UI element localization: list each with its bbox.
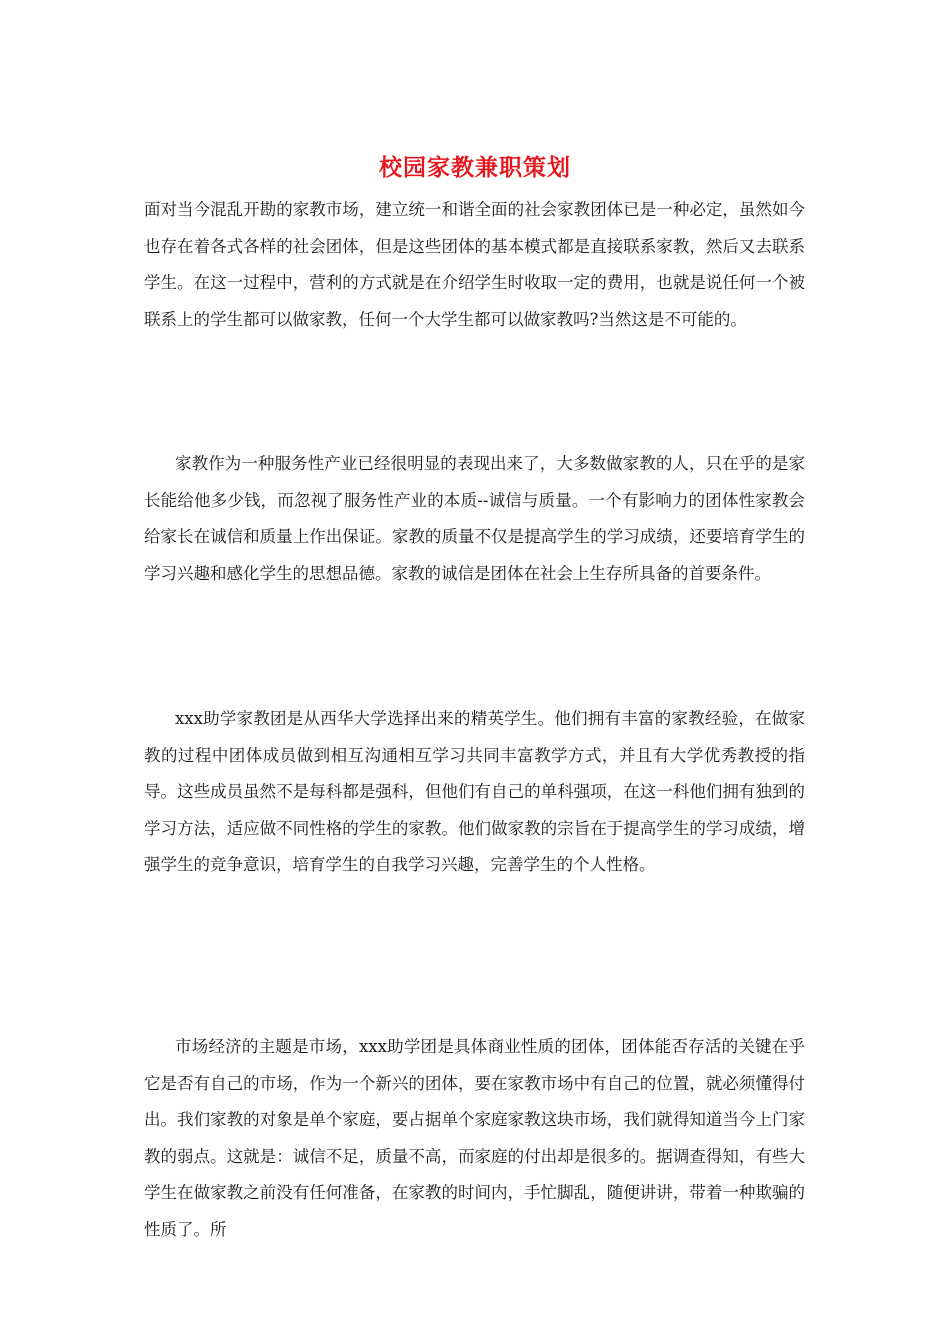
document-title: 校园家教兼职策划 bbox=[379, 154, 571, 181]
paragraph-service-quality: 家教作为一种服务性产业已经很明显的表现出来了，大多数做家教的人，只在乎的是家长能给他多少钱，而忽视了服务性产业的本质--诚信与质量。一个有影响力的团体性家教会给家长在诚信和质量上作出保证。家教的质量不仅是提高学生的学习成绩，还要培育学生的学习兴趣和感化学生的思想品德。家教的诚信是团体在社会上生存所具备的首要条件。 bbox=[144, 454, 805, 583]
paragraph-team-intro: xxx助学家教团是从西华大学选择出来的精英学生。他们拥有丰富的家教经验，在做家教的过程中团体成员做到相互沟通相互学习共同丰富教学方式，并且有大学优秀教授的指导。这些成员虽然不是每科都是强科，但他们有自己的单科强项，在这一科他们拥有独到的学习方法，适应做不同性格的学生的家教。他们做家教的宗旨在于提高学生的学习成绩，增强学生的竞争意识，培育学生的自我学习兴趣，完善学生的个人性格。 bbox=[144, 709, 805, 874]
paragraph-market: 市场经济的主题是市场，xxx助学团是具体商业性质的团体，团体能否存活的关键在乎它是否有自己的市场，作为一个新兴的团体，要在家教市场中有自己的位置，就必须懂得付出。我们家教的对象是单个家庭，要占据单个家庭家教这块市场，我们就得知道当今上门家教的弱点。这就是：诚信不足，质量不高，而家庭的付出却是很多的。据调查得知，有些大学生在做家教之前没有任何准备，在家教的时间内，手忙脚乱，随便讲讲，带着一种欺骗的性质了。所 bbox=[144, 1037, 805, 1239]
paragraph-intro: 面对当今混乱开勘的家教市场，建立统一和谐全面的社会家教团体已是一种必定，虽然如今也存在着各式各样的社会团体，但是这些团体的基本模式都是直接联系家教，然后又去联系学生。在这一过程中，营利的方式就是在介绍学生时收取一定的费用，也就是说任何一个被联系上的学生都可以做家教，任何一个大学生都可以做家教吗?当然这是不可能的。 bbox=[144, 200, 805, 329]
